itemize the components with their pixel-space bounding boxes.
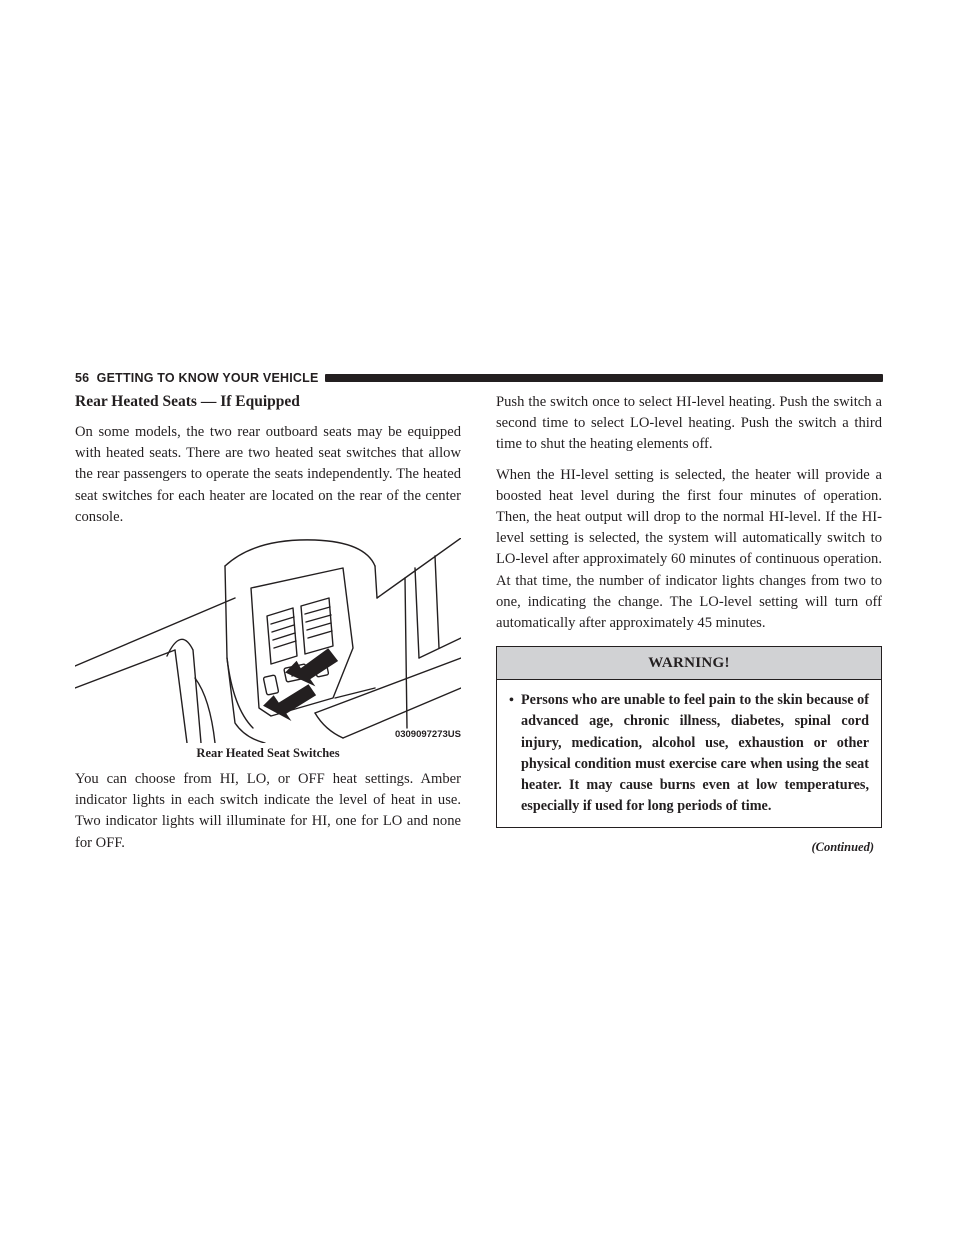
section-title: GETTING TO KNOW YOUR VEHICLE (96, 371, 319, 385)
push-switch-paragraph: Push the switch once to select HI-level heating. Push the switch a second time to select LO-level heating. Push the switch a third time to shut the heating elements off. (496, 394, 882, 453)
warning-box (496, 646, 882, 828)
hi-level-paragraph: When the HI-level setting is selected, the heater will provide a boosted heat level during the first four minutes of operation. Then, the heat output will drop to the normal HI-level. If the HI-level setting is selected, the system will automatically switch to LO-level after approximately 60 minutes of continuous operation. At that time, the number of indicator lights changes from two to one, indicating the change. The LO-level setting will turn off automatically after approximately 45 minutes. (496, 466, 882, 632)
bullet-icon: • (509, 693, 514, 709)
right-column (496, 392, 882, 855)
warning-item (509, 690, 869, 817)
page-number: 56 (75, 371, 90, 385)
left-column (75, 392, 461, 863)
continued-note: (Continued) (811, 840, 874, 855)
intro-paragraph: On some models, the two rear outboard seats may be equipped with heated seats. There are two heated seat switches that allow the rear passengers to operate the seats independently. The heated seat switches for each heater are located on the rear of the center console. (75, 423, 461, 525)
console-illustration (75, 538, 461, 743)
header-rule (325, 374, 884, 382)
header-text (75, 371, 319, 385)
section-heading: Rear Heated Seats — If Equipped (75, 393, 300, 410)
warning-body (497, 680, 881, 827)
figure-caption: Rear Heated Seat Switches (196, 745, 340, 760)
figure-code: 0309097273US (394, 728, 461, 740)
warning-heading: WARNING! (497, 647, 881, 680)
settings-paragraph: You can choose from HI, LO, or OFF heat settings. Amber indicator lights in each switch indicate the level of heat in use. Two indicator lights will illuminate for HI, one for LO and none for OFF. (75, 770, 461, 851)
figure-rear-heated-seat-switches (75, 538, 461, 743)
warning-text: Persons who are unable to feel pain to the skin because of advanced age, chronic illness, diabetes, spinal cord injury, medication, alcohol use, exhaustion or other physical condition must exercise care when using the seat heater. It may cause burns even at low temperatures, especially if used for long periods of time. (521, 692, 869, 815)
page-header (75, 370, 883, 386)
